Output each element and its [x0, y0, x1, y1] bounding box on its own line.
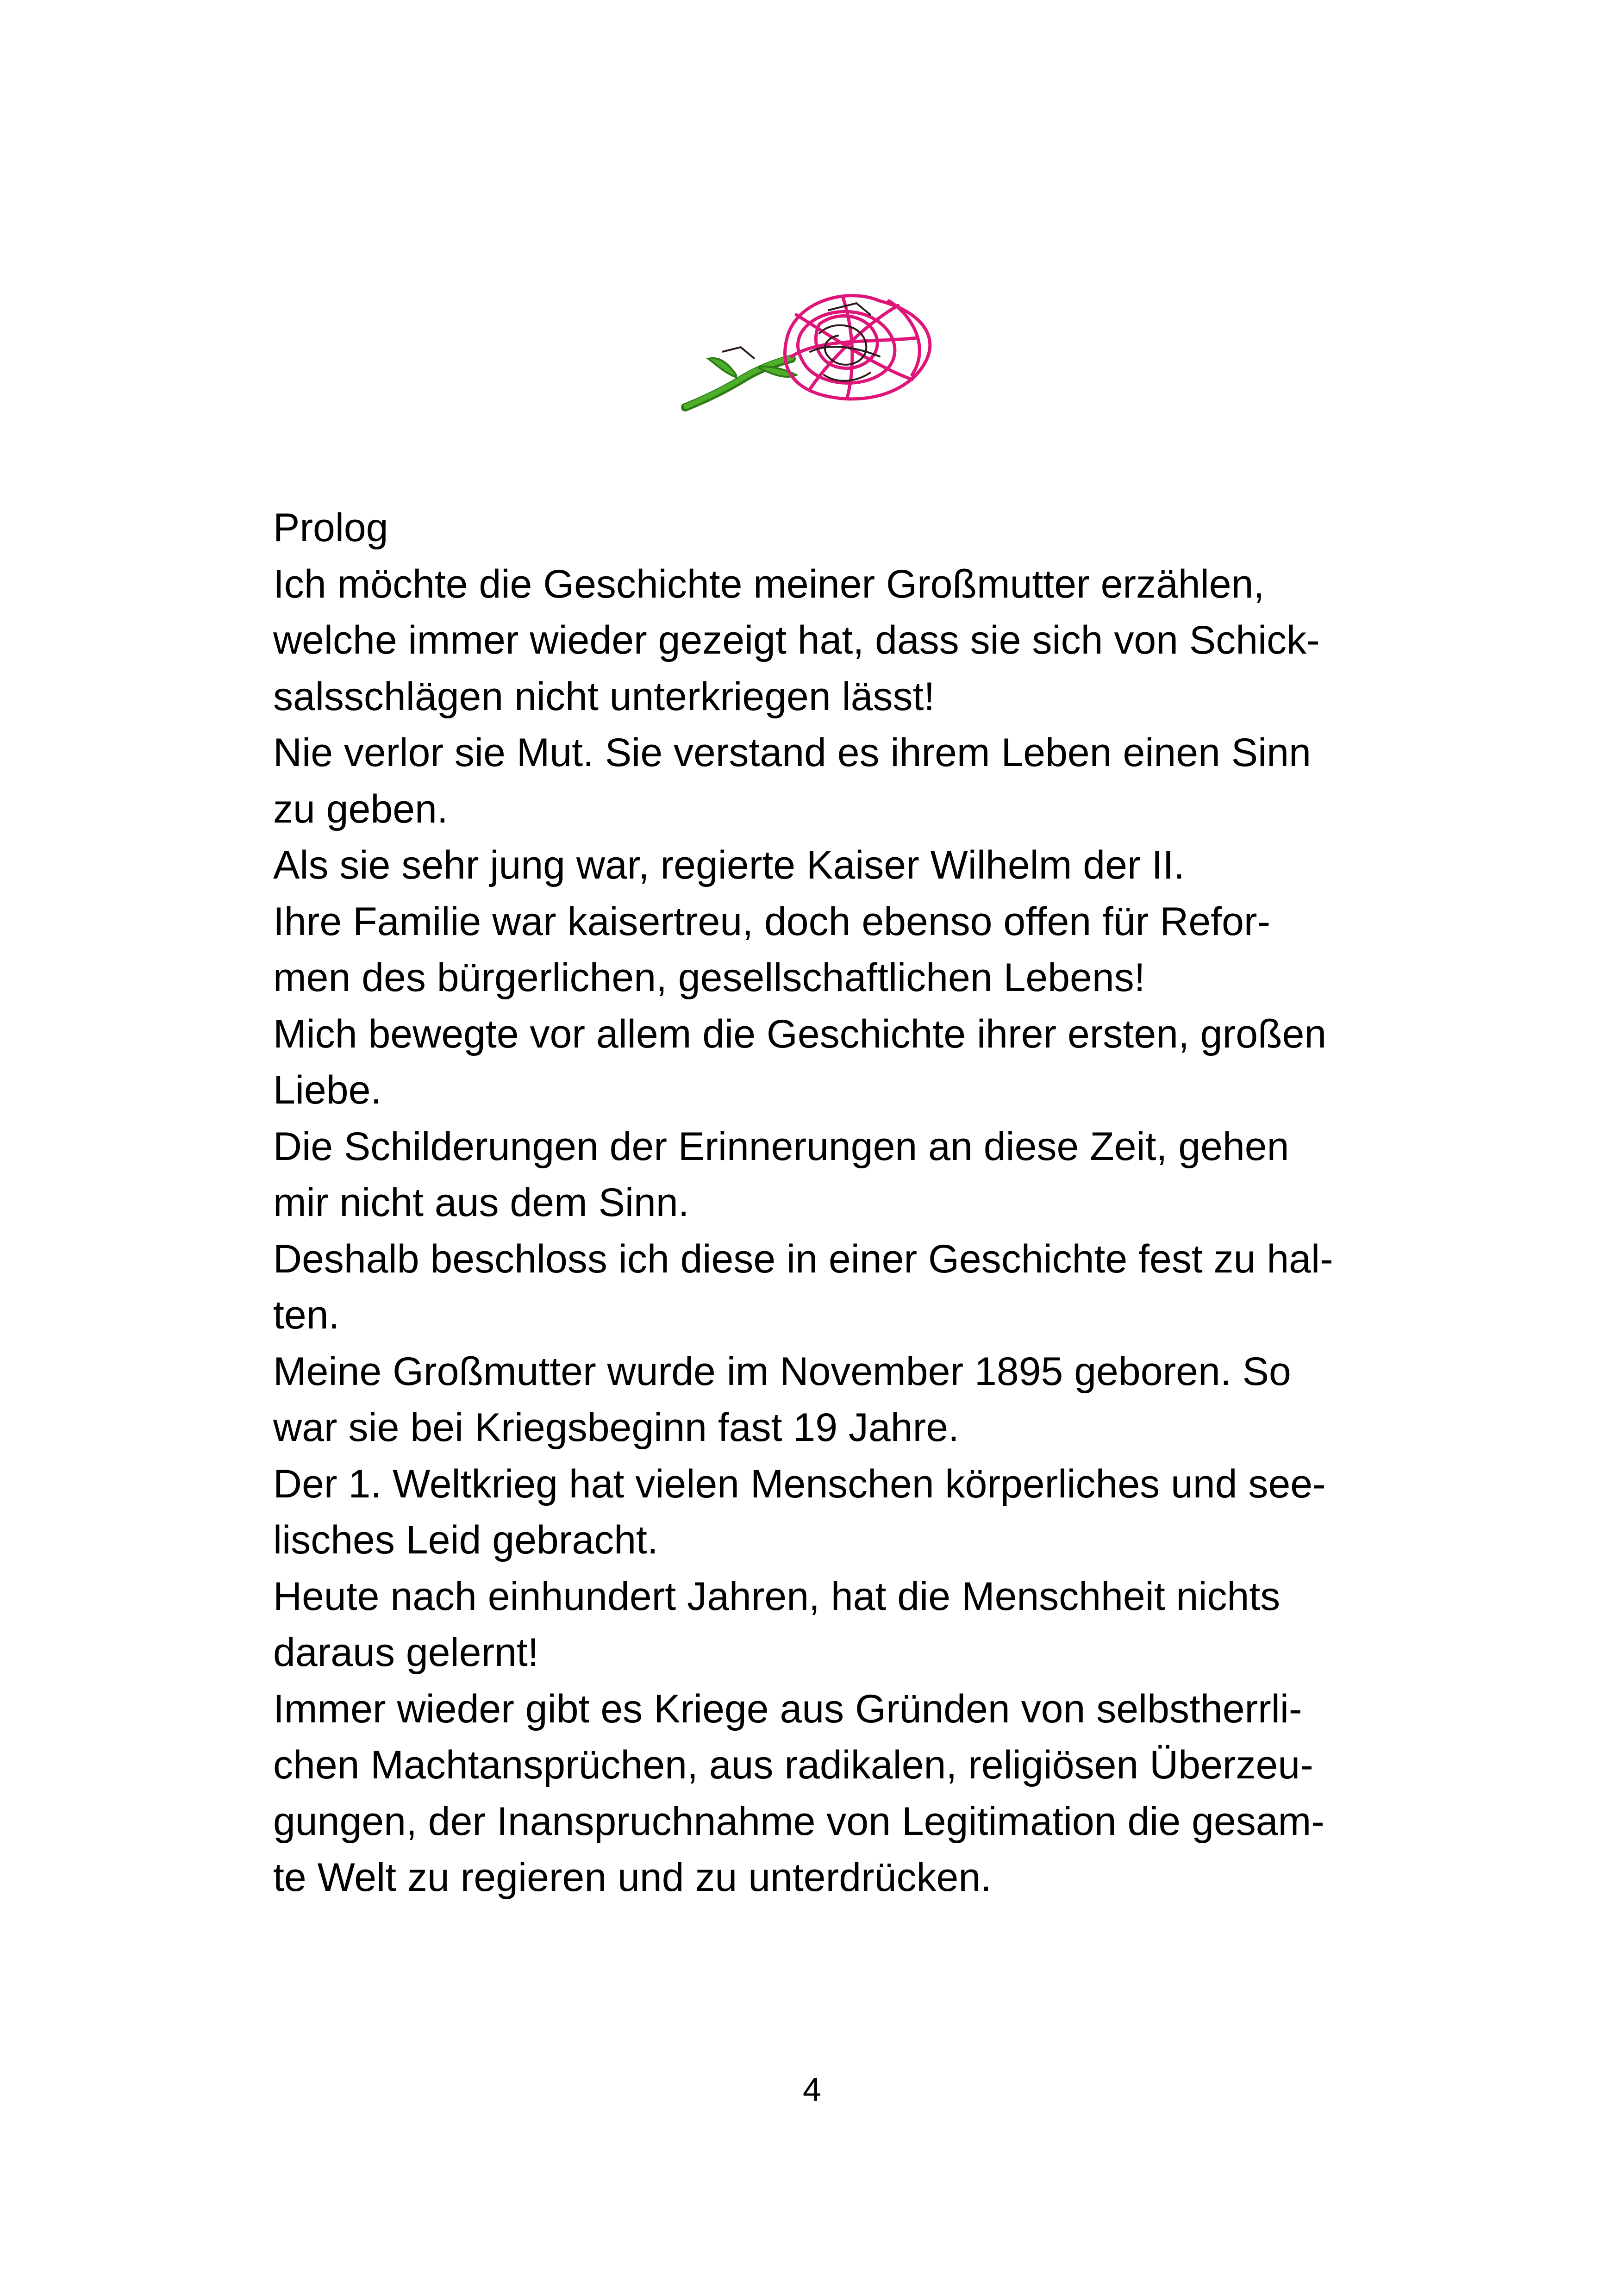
text-line: Ich möchte die Geschichte meiner Großmutter erzählen, [273, 561, 1265, 606]
text-line: Nie verlor sie Mut. Sie verstand es ihrem Leben einen Sinn [273, 730, 1311, 775]
text-line: daraus gelernt! [273, 1630, 539, 1675]
text-line: lisches Leid gebracht. [273, 1518, 658, 1562]
text-line: welche immer wieder gezeigt hat, dass sie sich von Schick- [273, 618, 1320, 662]
text-line: Liebe. [273, 1068, 382, 1112]
rose-icon [681, 282, 949, 417]
text-line: men des bürgerlichen, gesellschaftlichen Lebens! [273, 955, 1145, 1000]
text-line: Mich bewegte vor allem die Geschichte ihrer ersten, großen [273, 1011, 1327, 1056]
text-line: Die Schilderungen der Erinnerungen an diese Zeit, gehen [273, 1124, 1289, 1169]
text-line: Als sie sehr jung war, regierte Kaiser Wilhelm der II. [273, 843, 1185, 887]
text-line: war sie bei Kriegsbeginn fast 19 Jahre. [273, 1405, 959, 1450]
text-line: chen Machtansprüchen, aus radikalen, religiösen Überzeu- [273, 1743, 1313, 1787]
text-line: ten. [273, 1293, 340, 1337]
text-line: Der 1. Weltkrieg hat vielen Menschen körperliches und see- [273, 1461, 1326, 1506]
text-line: Heute nach einhundert Jahren, hat die Menschheit nichts [273, 1574, 1280, 1619]
text-line: zu geben. [273, 786, 448, 831]
text-line: mir nicht aus dem Sinn. [273, 1180, 689, 1225]
text-line: Deshalb beschloss ich diese in einer Geschichte fest zu hal- [273, 1236, 1333, 1281]
page-number: 4 [802, 2071, 822, 2108]
text-line: salsschlägen nicht unterkriegen lässt! [273, 674, 935, 719]
prolog-heading: Prolog [273, 505, 388, 550]
prolog-text [273, 500, 1421, 1906]
text-line: te Welt zu regieren und zu unterdrücken. [273, 1855, 992, 1900]
text-line: Immer wieder gibt es Kriege aus Gründen von selbstherrli- [273, 1686, 1302, 1731]
text-line: gungen, der Inanspruchnahme von Legitimation die gesam- [273, 1799, 1324, 1844]
text-line: Meine Großmutter wurde im November 1895 geboren. So [273, 1349, 1291, 1394]
text-line: Ihre Familie war kaisertreu, doch ebenso offen für Refor- [273, 899, 1271, 944]
